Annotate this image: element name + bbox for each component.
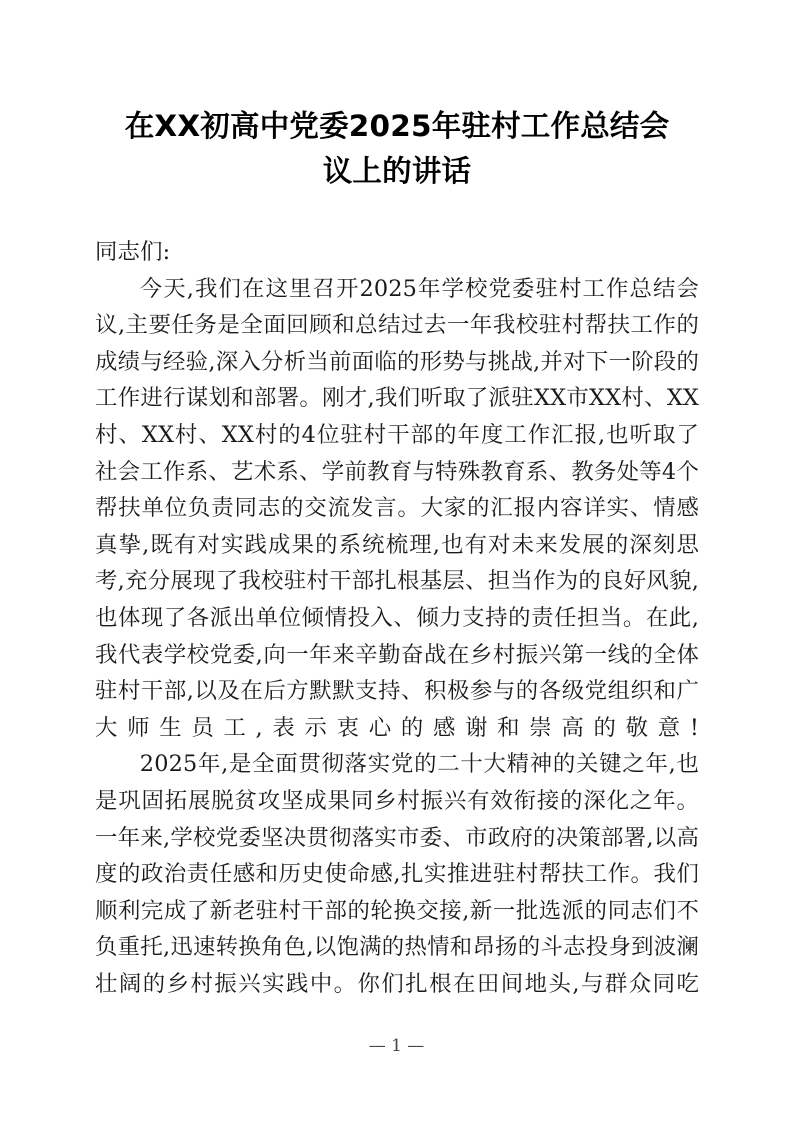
body-paragraph-1: 今天,我们在这里召开2025年学校党委驻村工作总结会议,主要任务是全面回顾和总结过去一年我校驻村帮扶工作的成绩与经验,深入分析当前面临的形势与挑战,并对下一阶段的工作进行谋划和部署。刚才,我们听取了派驻XX市XX村、XX村、XX村、XX村的4位驻村干部的年度工作汇报,也听取了社会工作系、艺术系、学前教育与特殊教育系、教务处等4个帮扶单位负责同志的交流发言。大家的汇报内容详实、情感真挚,既有对实践成果的系统梳理,也有对未来发展的深刻思考,充分展现了我校驻村干部扎根基层、担当作为的良好风貌,也体现了各派出单位倾情投入、倾力支持的责任担当。在此,我代表学校党委,向一年来辛勤奋战在乡村振兴第一线的全体驻村干部,以及在后方默默支持、积极参与的各级党组织和广大师生员工,表示衷心的感谢和崇高的敬意! — [95, 275, 699, 741]
page-title-line-2: 议上的讲话 — [322, 154, 472, 188]
page-number: — 1 — — [368, 1036, 425, 1056]
page-title — [95, 104, 699, 194]
salutation: 同志们: — [95, 239, 171, 265]
page-title-line-1: 在XX初高中党委2025年驻村工作总结会 — [124, 109, 670, 143]
body-paragraph-2: 2025年,是全面贯彻落实党的二十大精神的关键之年,也是巩固拓展脱贫攻坚成果同乡村振兴有效衔接的深化之年。一年来,学校党委坚决贯彻落实市委、市政府的决策部署,以高度的政治责任感和历史使命感,扎实推进驻村帮扶工作。我们顺利完成了新老驻村干部的轮换交接,新一批选派的同志们不负重托,迅速转换角色,以饱满的热情和昂扬的斗志投身到波澜壮阔的乡村振兴实践中。你们扎根在田间地头,与群众同吃 — [95, 751, 699, 997]
page-footer — [0, 1034, 793, 1058]
document-body — [95, 234, 699, 1002]
